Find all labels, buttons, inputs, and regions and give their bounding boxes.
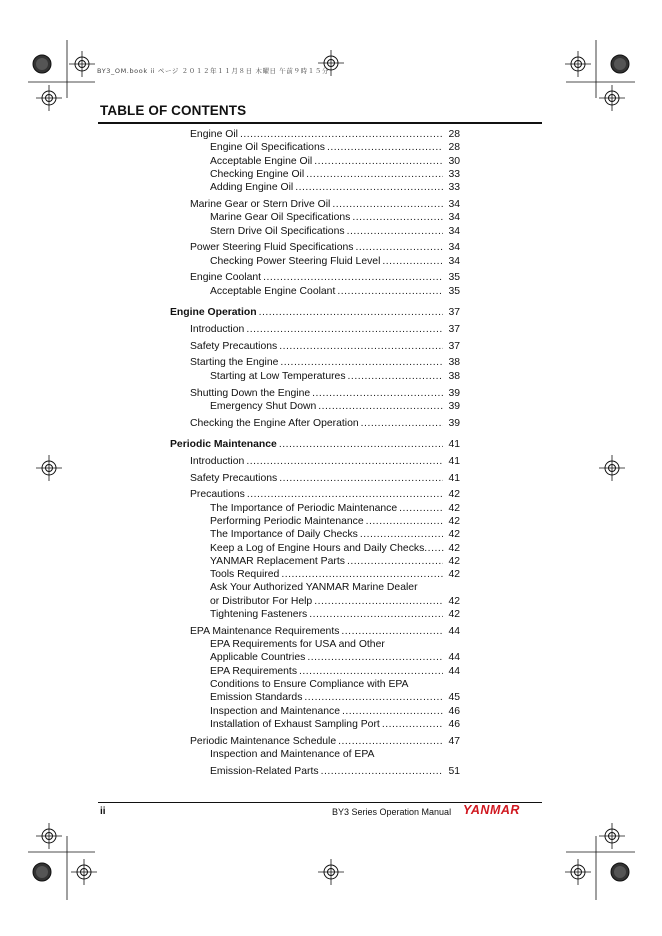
crosshair-icon [565, 51, 591, 77]
toc-entry[interactable]: Adding Engine Oil ..... 33 [170, 181, 460, 194]
manual-title: BY3 Series Operation Manual [332, 807, 452, 817]
toc-entry[interactable]: Keep a Log of Engine Hours and Daily Checks ..... 42 [170, 542, 460, 555]
toc-entry[interactable]: Precautions ..... 42 [170, 488, 460, 501]
registration-dot-icon [611, 863, 629, 881]
registration-dot-icon [611, 55, 629, 73]
toc-entry-line: Inspection and Maintenance of EPA [210, 748, 375, 760]
toc-entry[interactable]: Tightening Fasteners ..... 42 [170, 608, 460, 621]
toc-entry[interactable]: Performing Periodic Maintenance ..... 42 [170, 515, 460, 528]
toc-entry[interactable]: Marine Gear Oil Specifications ..... 34 [170, 211, 460, 224]
toc-entry[interactable]: Periodic Maintenance Schedule ..... 47 [170, 735, 460, 748]
toc-entry[interactable]: The Importance of Periodic Maintenance ..... 42 [170, 502, 460, 515]
crosshair-icon [36, 455, 62, 481]
toc-entry[interactable]: Checking the Engine After Operation ..... 39 [170, 417, 460, 430]
toc-entry[interactable]: Safety Precautions ..... 37 [170, 340, 460, 353]
toc-entry[interactable]: Checking Power Steering Fluid Level ..... 34 [170, 255, 460, 268]
toc-entry[interactable]: or Distributor For Help ..... 42 [170, 595, 460, 608]
toc-list [170, 128, 460, 778]
crosshair-icon [599, 85, 625, 111]
crosshair-icon [599, 455, 625, 481]
toc-entry[interactable]: Engine Oil ..... 28 [170, 128, 460, 141]
toc-entry[interactable]: Safety Precautions ..... 41 [170, 472, 460, 485]
toc-entry[interactable]: Installation of Exhaust Sampling Port ..... 46 [170, 718, 460, 731]
toc-entry[interactable]: The Importance of Daily Checks ..... 42 [170, 528, 460, 541]
toc-entry[interactable]: Starting at Low Temperatures ..... 38 [170, 370, 460, 383]
toc-entry[interactable]: Introduction ..... 41 [170, 455, 460, 468]
page-number: ii [100, 806, 106, 817]
toc-entry[interactable]: EPA Maintenance Requirements ..... 44 [170, 625, 460, 638]
title-rule [98, 122, 542, 124]
toc-entry[interactable]: Acceptable Engine Coolant ..... 35 [170, 285, 460, 298]
toc-entry[interactable]: Acceptable Engine Oil ..... 30 [170, 155, 460, 168]
toc-entry[interactable]: Emergency Shut Down ..... 39 [170, 400, 460, 413]
toc-entry-line: Conditions to Ensure Compliance with EPA [210, 678, 409, 690]
toc-entry[interactable]: Engine Coolant ..... 35 [170, 271, 460, 284]
toc-entry[interactable]: Engine Oil Specifications ..... 28 [170, 141, 460, 154]
toc-entry[interactable]: Emission-Related Parts ..... 51 [170, 765, 460, 778]
toc-entry-line: Ask Your Authorized YANMAR Marine Dealer [210, 582, 418, 594]
toc-entry[interactable]: Stern Drive Oil Specifications ..... 34 [170, 225, 460, 238]
toc-entry[interactable]: EPA Requirements ..... 44 [170, 665, 460, 678]
toc-entry[interactable]: Starting the Engine ..... 38 [170, 356, 460, 369]
registration-dot-icon [33, 55, 51, 73]
toc-entry[interactable]: Marine Gear or Stern Drive Oil ..... 34 [170, 198, 460, 211]
toc-entry[interactable]: Applicable Countries ..... 44 [170, 651, 460, 664]
toc-entry[interactable]: YANMAR Replacement Parts ..... 42 [170, 555, 460, 568]
crosshair-icon [36, 823, 62, 849]
crosshair-icon [36, 85, 62, 111]
crosshair-icon [71, 859, 97, 885]
toc-entry[interactable]: Emission Standards ..... 45 [170, 691, 460, 704]
toc-entry[interactable]: Introduction ..... 37 [170, 323, 460, 336]
crosshair-icon [69, 51, 95, 77]
crosshair-icon [565, 859, 591, 885]
brand-logo: YANMAR [463, 803, 520, 817]
toc-chapter[interactable]: Periodic Maintenance ..... 41 [170, 438, 460, 451]
print-header: BY3_OM.book ii ページ ２０１２年１１月８日 木曜日 午前９時１５分 [97, 67, 330, 75]
toc-entry[interactable]: Power Steering Fluid Specifications ..... 34 [170, 241, 460, 254]
toc-entry[interactable]: Inspection and Maintenance ..... 46 [170, 705, 460, 718]
toc-chapter[interactable]: Engine Operation ..... 37 [170, 306, 460, 319]
crosshair-icon [599, 823, 625, 849]
toc-entry-line: EPA Requirements for USA and Other [210, 639, 385, 651]
toc-entry[interactable]: Checking Engine Oil ..... 33 [170, 168, 460, 181]
crosshair-icon [318, 859, 344, 885]
registration-dot-icon [33, 863, 51, 881]
toc-entry[interactable]: Tools Required ..... 42 [170, 568, 460, 581]
page-title: TABLE OF CONTENTS [100, 103, 247, 118]
toc-entry[interactable]: Shutting Down the Engine ..... 39 [170, 387, 460, 400]
